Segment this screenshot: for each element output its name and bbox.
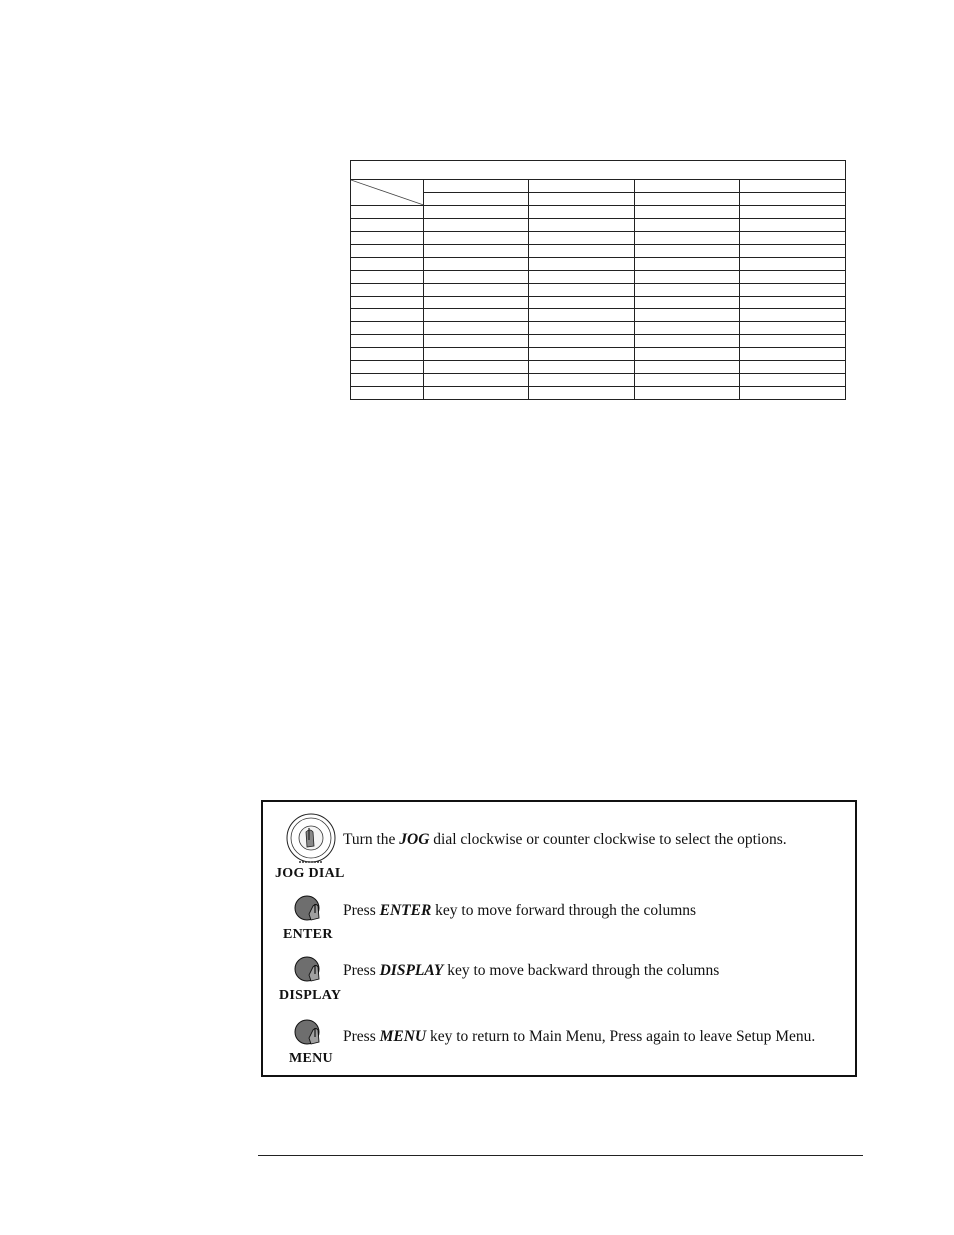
grid-cell (635, 386, 740, 399)
menu-key-icon (293, 1018, 327, 1055)
grid-cell (740, 219, 846, 232)
instruction-emphasis: MENU (379, 1028, 427, 1045)
grid-cell (635, 348, 740, 361)
instruction-emphasis: DISPLAY (379, 962, 444, 979)
grid-cell (424, 206, 529, 219)
grid-cell (740, 361, 846, 374)
grid-cell (740, 322, 846, 335)
grid-cell (424, 322, 529, 335)
grid-row-label-cell (351, 373, 424, 386)
enter-instruction-text (343, 902, 696, 920)
jog-dial-icon (283, 812, 339, 871)
grid-row-label-cell (351, 270, 424, 283)
grid-row-label-cell (351, 361, 424, 374)
display-key-icon (293, 955, 327, 992)
grid-row (351, 219, 846, 232)
grid-cell (424, 348, 529, 361)
grid-row (351, 386, 846, 399)
grid-subheader (740, 193, 846, 206)
grid-row-label-cell (351, 244, 424, 257)
grid-row-label-cell (351, 335, 424, 348)
grid-cell (740, 206, 846, 219)
grid-row-label-cell (351, 309, 424, 322)
instruction-text-before: Press (343, 1028, 380, 1045)
menu-key-label: MENU (289, 1051, 333, 1066)
grid-cell (529, 283, 635, 296)
grid-cell (529, 296, 635, 309)
grid-row (351, 309, 846, 322)
grid-row-label-cell (351, 232, 424, 245)
footer-divider (258, 1155, 863, 1156)
grid-row-label-cell (351, 257, 424, 270)
grid-cell (635, 270, 740, 283)
grid-subheader (424, 193, 529, 206)
schedule-grid-table (350, 160, 846, 400)
grid-cell (740, 232, 846, 245)
instruction-text-after: key to move backward through the columns (443, 962, 720, 979)
grid-row (351, 361, 846, 374)
grid-cell (529, 335, 635, 348)
display-instruction-text (343, 962, 719, 980)
grid-row (351, 335, 846, 348)
grid-cell (635, 309, 740, 322)
jog-dial-label: JOG DIAL (275, 866, 345, 881)
grid-column-header (740, 180, 846, 193)
grid-row-label-cell (351, 386, 424, 399)
grid-row (351, 322, 846, 335)
grid-cell (424, 219, 529, 232)
grid-cell (529, 309, 635, 322)
grid-cell (740, 348, 846, 361)
grid-cell (635, 322, 740, 335)
grid-row-label-cell (351, 296, 424, 309)
grid-cell (424, 361, 529, 374)
grid-cell (424, 283, 529, 296)
grid-cell (529, 373, 635, 386)
display-key-label: DISPLAY (279, 988, 342, 1003)
grid-cell (424, 386, 529, 399)
enter-key-label: ENTER (283, 927, 333, 942)
grid-cell (635, 232, 740, 245)
grid-cell (740, 373, 846, 386)
grid-cell (424, 296, 529, 309)
grid-row (351, 257, 846, 270)
grid-cell (529, 322, 635, 335)
grid-row (351, 296, 846, 309)
grid-cell (740, 296, 846, 309)
grid-subheader (635, 193, 740, 206)
grid-cell (740, 386, 846, 399)
instruction-text-before: Press (343, 902, 380, 919)
grid-row-label-cell (351, 219, 424, 232)
grid-cell (740, 244, 846, 257)
grid-row (351, 348, 846, 361)
grid-cell (529, 348, 635, 361)
grid-body (351, 161, 846, 400)
grid-row (351, 270, 846, 283)
grid-cell (740, 309, 846, 322)
grid-column-header (635, 180, 740, 193)
grid-cell (529, 386, 635, 399)
grid-cell (529, 361, 635, 374)
grid-cell (740, 270, 846, 283)
grid-cell (529, 244, 635, 257)
instruction-text-after: dial clockwise or counter clockwise to select the options. (429, 831, 787, 848)
grid-cell (635, 219, 740, 232)
grid-row (351, 206, 846, 219)
grid-cell (740, 257, 846, 270)
instruction-emphasis: ENTER (379, 902, 432, 919)
instruction-text-before: Turn the (343, 831, 400, 848)
grid-cell (635, 296, 740, 309)
grid-cell (635, 244, 740, 257)
grid-cell (529, 206, 635, 219)
grid-cell (740, 335, 846, 348)
grid-cell (635, 206, 740, 219)
menu-instruction-text (343, 1028, 815, 1046)
grid-header-row (351, 180, 846, 193)
grid-subheader (529, 193, 635, 206)
grid-corner-cell (351, 180, 424, 206)
grid-row-label-cell (351, 283, 424, 296)
grid-title-row (351, 161, 846, 180)
grid-cell (529, 232, 635, 245)
grid-title-cell (351, 161, 846, 180)
grid-cell (635, 257, 740, 270)
grid-row-label-cell (351, 322, 424, 335)
grid-cell (635, 361, 740, 374)
enter-key-icon (293, 894, 327, 931)
grid-cell (529, 219, 635, 232)
grid-cell (424, 270, 529, 283)
grid-cell (529, 270, 635, 283)
corner-diagonal-line (351, 180, 423, 205)
instruction-text-after: key to move forward through the columns (431, 902, 697, 919)
grid-row-label-cell (351, 348, 424, 361)
grid-cell (424, 232, 529, 245)
grid-cell (635, 373, 740, 386)
grid-row (351, 373, 846, 386)
grid-cell (424, 244, 529, 257)
grid-row (351, 232, 846, 245)
grid-cell (635, 335, 740, 348)
instruction-emphasis: JOG (399, 831, 430, 848)
grid-cell (424, 373, 529, 386)
key-instructions-box (261, 800, 857, 1077)
grid-cell (635, 283, 740, 296)
grid-cell (424, 335, 529, 348)
grid-cell (424, 309, 529, 322)
grid-cell (424, 257, 529, 270)
grid-subheader-row (351, 193, 846, 206)
grid-cell (529, 257, 635, 270)
grid-row-label-cell (351, 206, 424, 219)
grid-row (351, 283, 846, 296)
instruction-text-before: Press (343, 962, 380, 979)
jog-dial-instruction-text (343, 831, 787, 849)
grid-cell (740, 283, 846, 296)
grid-row (351, 244, 846, 257)
grid-column-header (424, 180, 529, 193)
grid-column-header (529, 180, 635, 193)
instruction-text-after: key to return to Main Menu, Press again to leave Setup Menu. (426, 1028, 816, 1045)
